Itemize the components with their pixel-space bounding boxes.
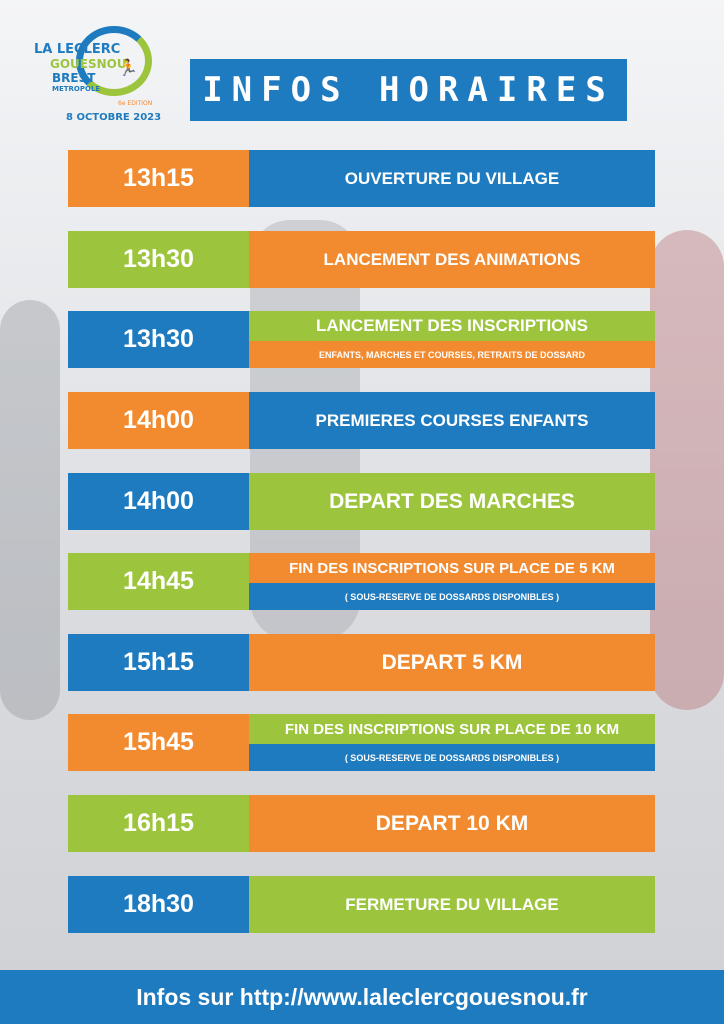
- schedule-time: 18h30: [68, 876, 249, 933]
- schedule-time: 13h15: [68, 150, 249, 207]
- schedule-label-group: [249, 553, 655, 610]
- background-runner-shape: [0, 300, 60, 720]
- schedule-label: OUVERTURE DU VILLAGE: [249, 150, 655, 207]
- footer-banner: [0, 970, 724, 1024]
- schedule-row: [68, 150, 655, 207]
- schedule-label: DEPART DES MARCHES: [249, 473, 655, 530]
- logo-line-3: BREST: [52, 71, 96, 85]
- schedule-row: [68, 392, 655, 449]
- schedule-row: [68, 795, 655, 852]
- schedule-sublabel: ( SOUS-RESERVE DE DOSSARDS DISPONIBLES ): [249, 744, 655, 771]
- schedule-label: DEPART 5 KM: [249, 634, 655, 691]
- schedule-time: 15h45: [68, 714, 249, 771]
- logo-line-1: LA LECLERC: [34, 42, 121, 57]
- schedule-sublabel: ( SOUS-RESERVE DE DOSSARDS DISPONIBLES ): [249, 583, 655, 610]
- schedule-time: 13h30: [68, 231, 249, 288]
- schedule-row: [68, 473, 655, 530]
- schedule-label: FIN DES INSCRIPTIONS SUR PLACE DE 5 KM: [249, 553, 655, 583]
- schedule-label: FERMETURE DU VILLAGE: [249, 876, 655, 933]
- schedule-time: 13h30: [68, 311, 249, 368]
- schedule-row: [68, 714, 655, 771]
- schedule-time: 15h15: [68, 634, 249, 691]
- schedule-time: 16h15: [68, 795, 249, 852]
- event-date: 8 OCTOBRE 2023: [66, 112, 162, 123]
- event-logo: [32, 24, 162, 124]
- schedule-time: 14h00: [68, 473, 249, 530]
- logo-line-4: METROPOLE: [52, 85, 101, 93]
- footer-website-link[interactable]: Infos sur http://www.laleclercgouesnou.fr: [136, 983, 588, 1010]
- schedule-row: [68, 231, 655, 288]
- logo-edition: 6e EDITION: [118, 100, 153, 107]
- schedule-label: PREMIERES COURSES ENFANTS: [249, 392, 655, 449]
- background-runner-shape: [650, 230, 724, 710]
- schedule-sublabel: ENFANTS, MARCHES ET COURSES, RETRAITS DE DOSSARD: [249, 341, 655, 368]
- schedule-label: FIN DES INSCRIPTIONS SUR PLACE DE 10 KM: [249, 714, 655, 744]
- schedule-row: [68, 876, 655, 933]
- schedule-label: LANCEMENT DES INSCRIPTIONS: [249, 311, 655, 341]
- schedule-row: [68, 553, 655, 610]
- logo-line-2: GOUESNOU: [50, 57, 127, 71]
- runner-icon: 🏃: [118, 58, 138, 77]
- title-banner: [190, 59, 627, 121]
- schedule-label-group: [249, 714, 655, 771]
- schedule-label: DEPART 10 KM: [249, 795, 655, 852]
- schedule-time: 14h00: [68, 392, 249, 449]
- schedule-row: [68, 634, 655, 691]
- page-title: INFOS HORAIRES: [202, 70, 615, 110]
- schedule-time: 14h45: [68, 553, 249, 610]
- schedule-label: LANCEMENT DES ANIMATIONS: [249, 231, 655, 288]
- schedule-row: [68, 311, 655, 368]
- schedule-label-group: [249, 311, 655, 368]
